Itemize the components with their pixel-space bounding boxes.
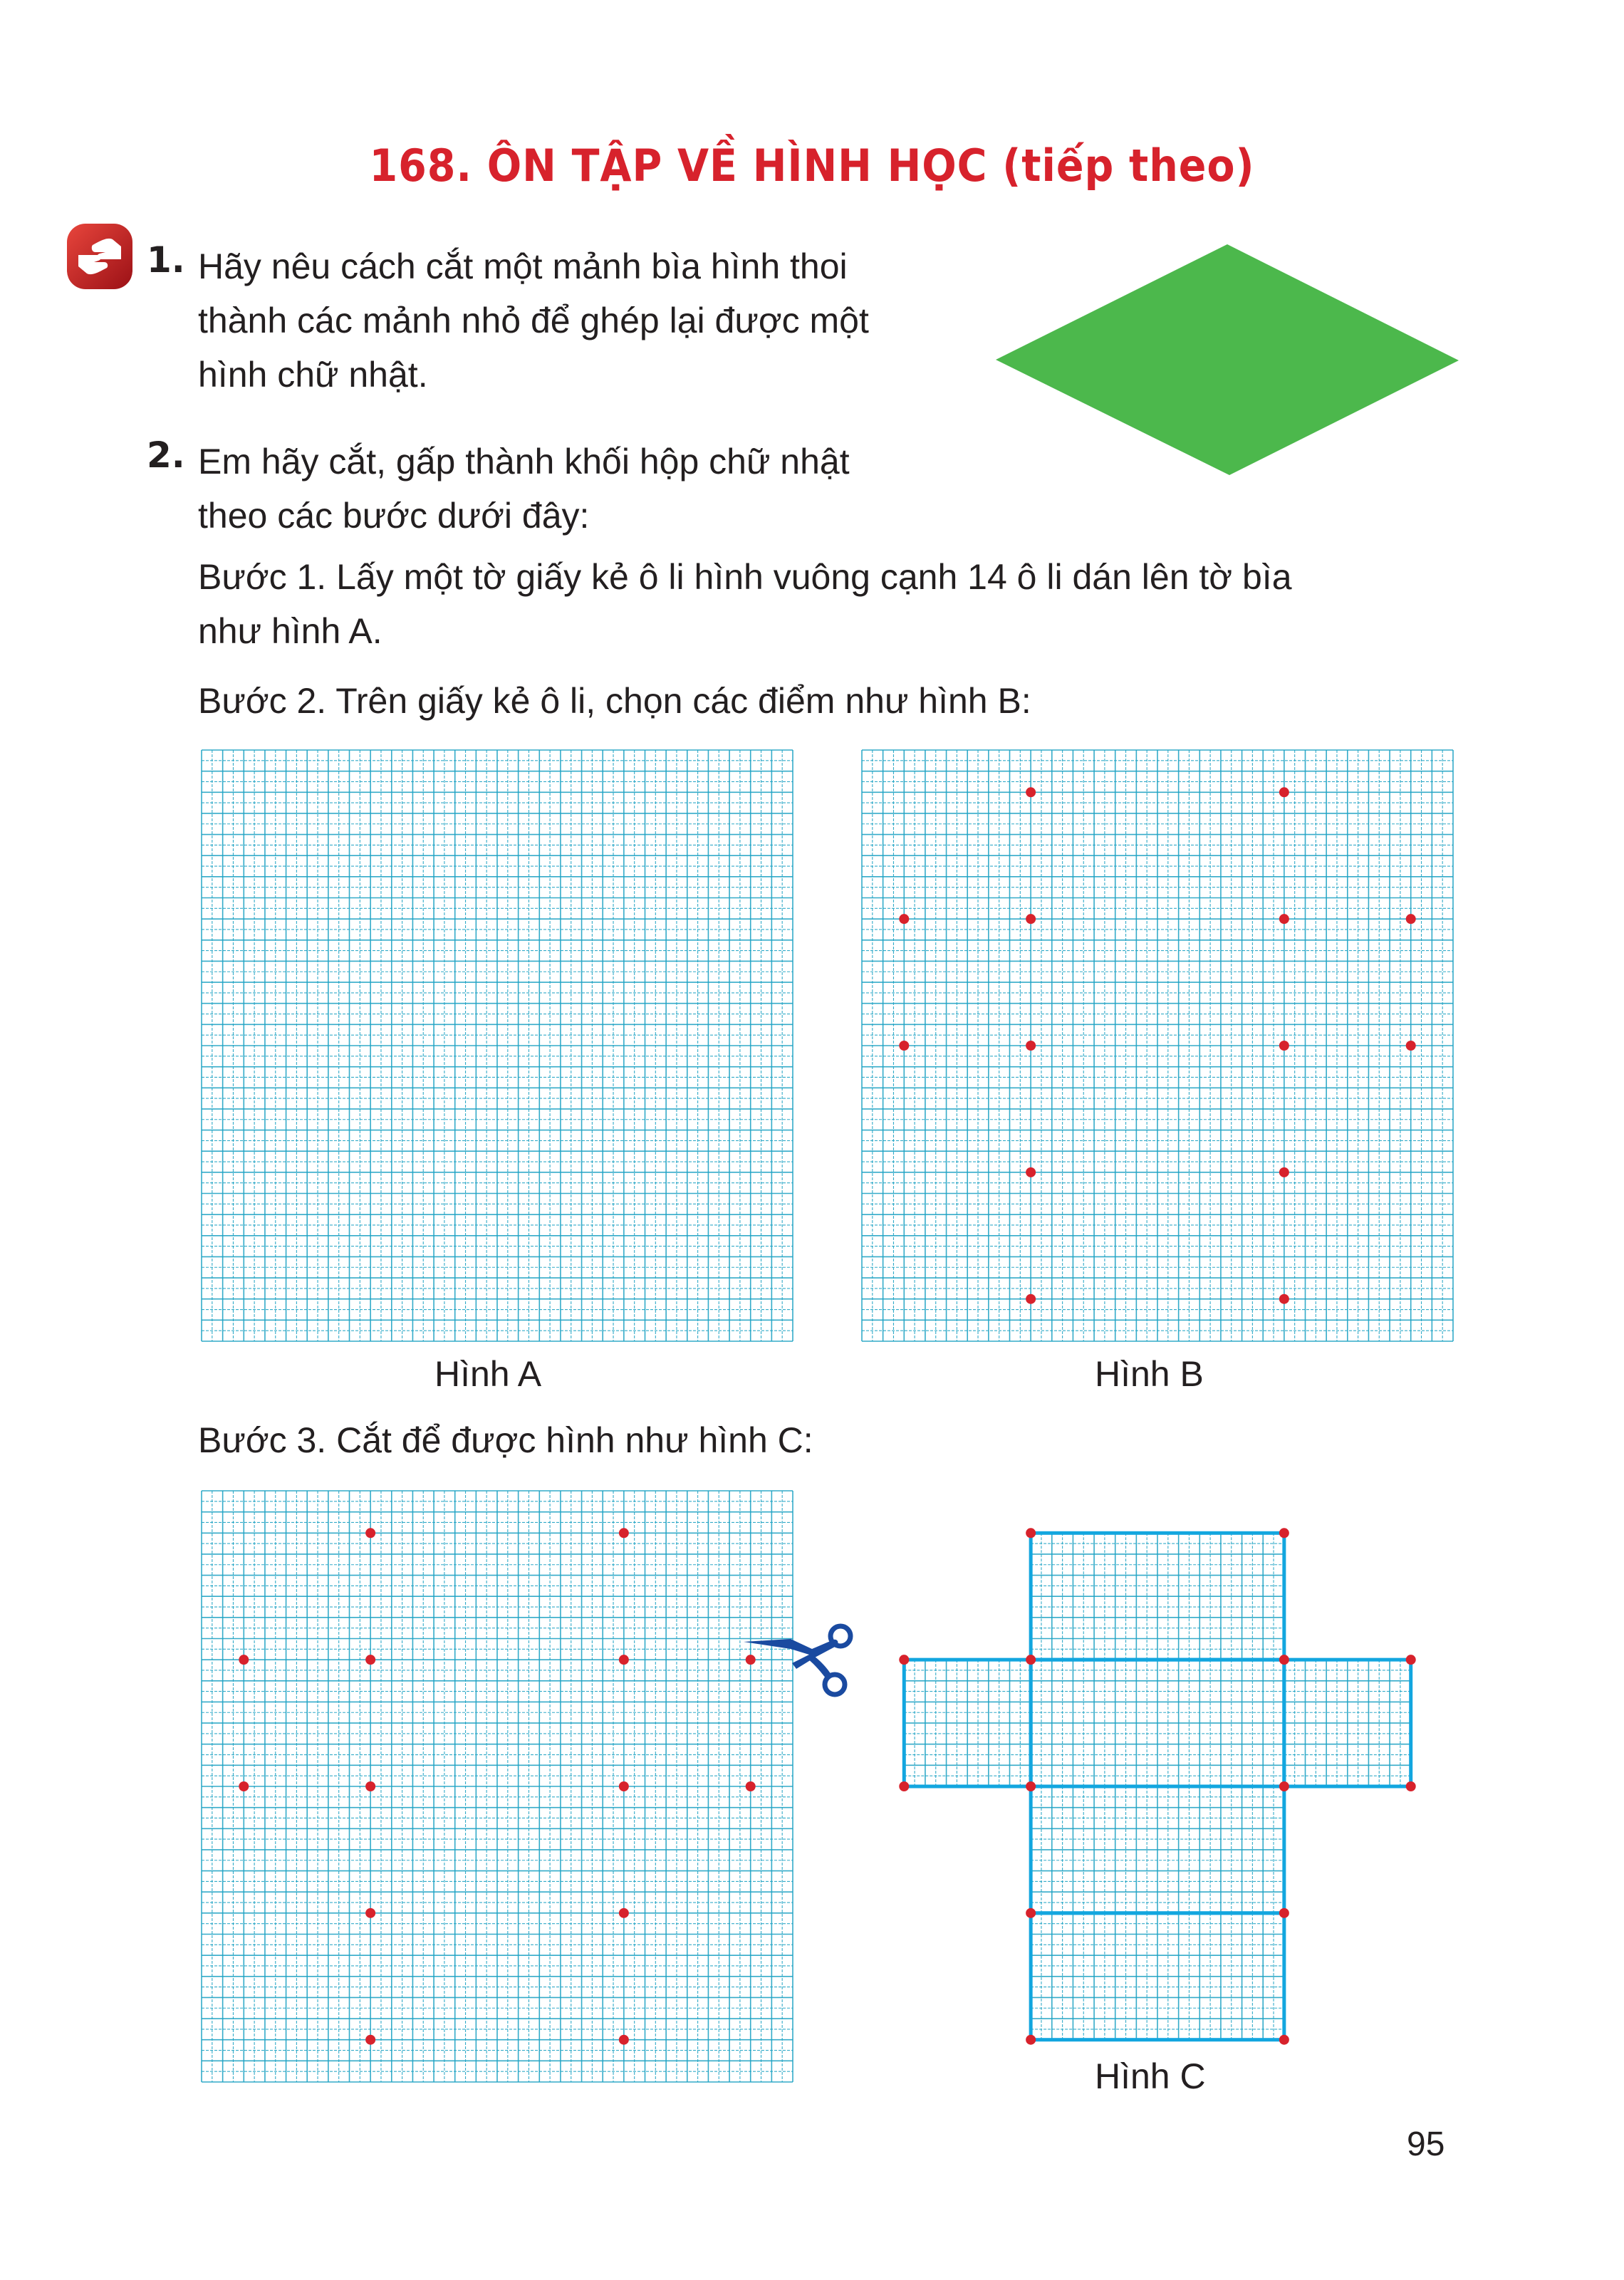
grid-a-lines (202, 750, 793, 1341)
net-face-lines (904, 1660, 1031, 1786)
net-face-lines (1031, 1533, 1284, 1660)
marked-point (746, 1781, 756, 1791)
marked-point (1026, 1655, 1036, 1665)
marked-point (619, 1528, 629, 1538)
marked-point (619, 2035, 629, 2045)
marked-point (1279, 1528, 1289, 1538)
step-1-line-2: như hình A. (198, 611, 382, 651)
marked-point (1026, 1167, 1036, 1177)
step-3-text: Bước 3. Cắt để được hình như hình C: (198, 1420, 813, 1460)
marked-point (619, 1908, 629, 1918)
marked-point (365, 2035, 375, 2045)
marked-point (1279, 1167, 1289, 1177)
marked-point (1026, 1781, 1036, 1791)
marked-point (1279, 914, 1289, 924)
marked-point (1279, 1908, 1289, 1918)
marked-point (1026, 2035, 1036, 2045)
marked-point (619, 1655, 629, 1665)
grid-figure-b (862, 750, 1453, 1341)
scissors-icon (741, 1620, 862, 1699)
grid-b-lines (862, 750, 1453, 1341)
marked-point (1026, 787, 1036, 797)
grid-figure-a (202, 750, 793, 1341)
marked-point (365, 1781, 375, 1791)
exercise-1-line-3: hình chữ nhật. (198, 355, 428, 395)
marked-point (1026, 1041, 1036, 1051)
net-face-lines (1031, 1660, 1284, 1786)
step-1-line-1: Bước 1. Lấy một tờ giấy kẻ ô li hình vuông cạnh 14 ô li dán lên tờ bìa (198, 557, 1292, 597)
marked-point (1279, 787, 1289, 797)
net-face-lines (1031, 1786, 1284, 1913)
exercise-2-line-2: theo các bước dưới đây: (198, 496, 590, 536)
marked-point (619, 1781, 629, 1791)
net-face-outline (904, 1660, 1031, 1786)
marked-point (1406, 1655, 1416, 1665)
marked-point (239, 1655, 249, 1665)
net-face-outline (1031, 1660, 1284, 1786)
marked-point (899, 1655, 909, 1665)
marked-point (899, 914, 909, 924)
marked-point (1406, 1781, 1416, 1791)
net-face-outline (1031, 1913, 1284, 2040)
figure-b-caption: Hình B (1095, 1354, 1204, 1394)
exercise-1-number: 1. (147, 239, 185, 281)
marked-point (1026, 914, 1036, 924)
rhombus-shape (996, 244, 1459, 475)
exercise-1-line-1: Hãy nêu cách cắt một mảnh bìa hình thoi (198, 246, 848, 286)
net-face-outline (1284, 1660, 1411, 1786)
marked-point (1026, 1528, 1036, 1538)
marked-point (1406, 914, 1416, 924)
marked-point (1279, 1294, 1289, 1304)
marked-point (1279, 2035, 1289, 2045)
step-2-text: Bước 2. Trên giấy kẻ ô li, chọn các điểm như hình B: (198, 681, 1031, 721)
exercise-2-number: 2. (147, 434, 185, 476)
page-title: 168. ÔN TẬP VỀ HÌNH HỌC (tiếp theo) (369, 140, 1255, 192)
marked-point (365, 1528, 375, 1538)
marked-point (239, 1781, 249, 1791)
exercise-2-line-1: Em hãy cắt, gấp thành khối hộp chữ nhật (198, 442, 850, 481)
net-face-outline (1031, 1786, 1284, 1913)
team-hands-icon (64, 221, 135, 292)
marked-point (899, 1781, 909, 1791)
marked-point (1026, 1908, 1036, 1918)
exercise-1-icon (64, 221, 135, 292)
grid-c-lines (202, 1491, 793, 2082)
figure-a-caption: Hình A (434, 1354, 542, 1394)
marked-point (1026, 1294, 1036, 1304)
marked-point (1279, 1781, 1289, 1791)
net-face-lines (1284, 1660, 1411, 1786)
marked-point (899, 1041, 909, 1051)
net-face-outline (1031, 1533, 1284, 1660)
net-face-lines (1031, 1913, 1284, 2040)
exercise-1-line-2: thành các mảnh nhỏ để ghép lại được một (198, 301, 869, 340)
marked-point (365, 1908, 375, 1918)
marked-point (1279, 1041, 1289, 1051)
marked-point (365, 1655, 375, 1665)
figure-c-caption: Hình C (1095, 2056, 1206, 2096)
grid-figure-c-marked (202, 1491, 793, 2082)
page-number: 95 (1407, 2125, 1445, 2163)
marked-point (1406, 1041, 1416, 1051)
marked-point (1279, 1655, 1289, 1665)
